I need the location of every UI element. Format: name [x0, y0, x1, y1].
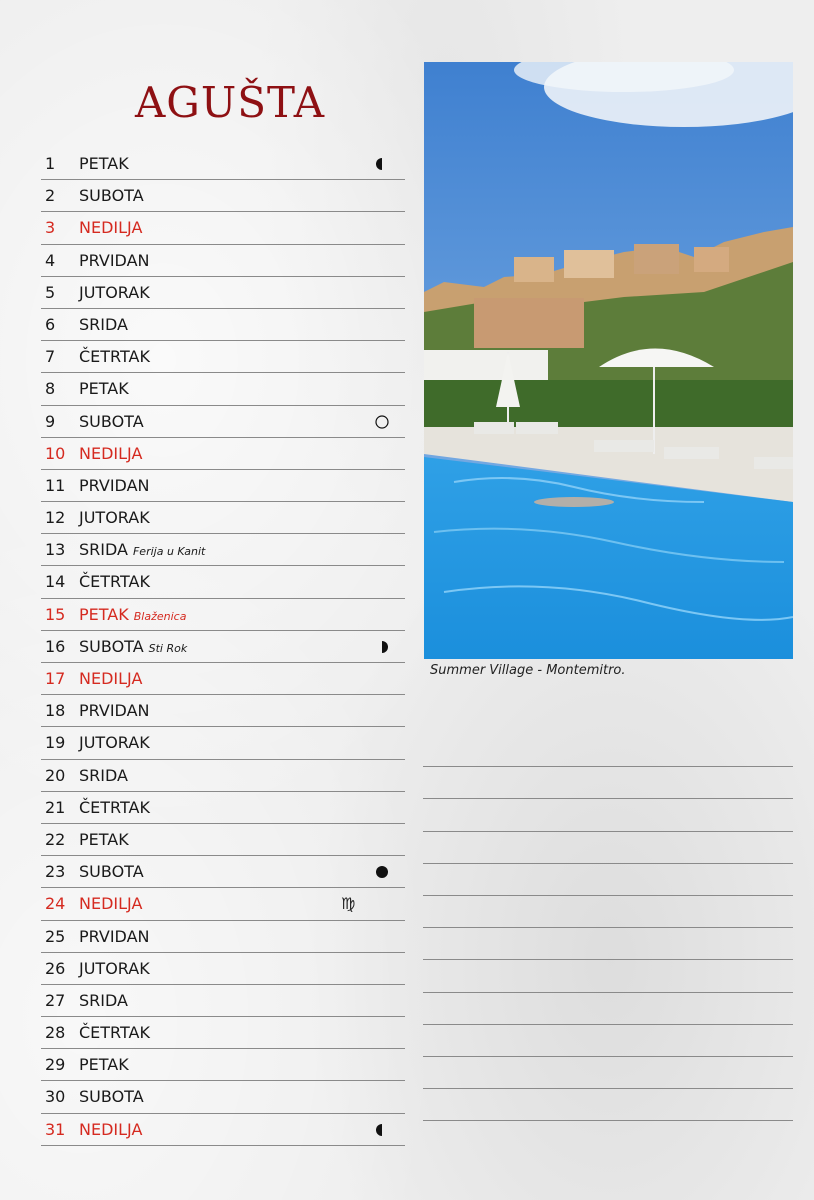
note-line [423, 864, 793, 896]
day-row [41, 534, 405, 566]
note-line [423, 993, 793, 1025]
day-number: 10 [45, 443, 66, 463]
day-name [79, 540, 205, 559]
day-name [79, 283, 150, 302]
day-number: 14 [45, 572, 66, 592]
note-line [423, 928, 793, 960]
day-row [41, 180, 405, 212]
day-name [79, 444, 142, 463]
day-name [79, 508, 150, 527]
day-name-text: PRVIDAN [79, 475, 150, 495]
day-name-text: NEDILJA [79, 894, 143, 914]
day-number: 30 [45, 1087, 66, 1107]
day-row [41, 373, 405, 405]
day-name-text: SRIDA [79, 765, 128, 785]
day-number: 1 [45, 154, 56, 173]
day-number: 17 [45, 669, 66, 688]
day-name-text: ČETRTAK [79, 1023, 150, 1043]
day-row [41, 277, 405, 309]
holiday-photo [424, 62, 793, 659]
day-name [79, 251, 150, 270]
day-name-text: PETAK [79, 379, 129, 399]
new-moon-icon [375, 865, 389, 879]
day-name [79, 894, 142, 913]
day-name-text: PRVIDAN [79, 250, 150, 270]
day-number: 18 [45, 701, 66, 721]
note-line [423, 735, 793, 767]
day-name-text: PRVIDAN [79, 701, 150, 721]
day-row [41, 888, 405, 920]
day-row [41, 921, 405, 953]
day-row [41, 599, 405, 631]
day-row [41, 760, 405, 792]
day-number: 26 [45, 958, 66, 978]
note-line [423, 1089, 793, 1121]
day-name-text: SRIDA [79, 540, 128, 560]
last-quarter-moon-icon [375, 640, 389, 654]
day-number: 19 [45, 733, 66, 753]
day-name [79, 701, 150, 720]
day-row [41, 406, 405, 438]
day-name [79, 637, 187, 656]
day-number: 8 [45, 379, 56, 399]
day-number: 6 [45, 314, 56, 334]
day-name [79, 862, 144, 881]
day-row [41, 438, 405, 470]
day-name [79, 476, 150, 495]
day-row [41, 470, 405, 502]
day-note: Sti Rok [148, 641, 188, 655]
day-row [41, 663, 405, 695]
day-name-text: NEDILJA [79, 669, 143, 688]
note-line [423, 1025, 793, 1057]
note-line [423, 1057, 793, 1089]
day-name-text: ČETRTAK [79, 797, 150, 817]
day-list [41, 148, 405, 1146]
day-row [41, 824, 405, 856]
day-number: 27 [45, 990, 66, 1010]
day-name [79, 669, 142, 688]
full-moon-icon [375, 415, 389, 429]
day-name-text: SRIDA [79, 314, 128, 334]
day-name [79, 959, 150, 978]
day-name [79, 1120, 142, 1139]
day-name [79, 1087, 144, 1106]
day-name [79, 218, 142, 237]
day-row [41, 1017, 405, 1049]
day-name [79, 830, 129, 849]
note-line [423, 799, 793, 831]
day-number: 16 [45, 636, 66, 656]
note-line [423, 896, 793, 928]
day-number: 24 [45, 894, 66, 914]
day-number: 15 [45, 604, 66, 624]
day-number: 13 [45, 540, 66, 560]
virgo-zodiac-icon: ♍ [341, 894, 356, 914]
day-name-text: NEDILJA [79, 218, 143, 238]
day-number: 28 [45, 1023, 66, 1043]
note-line [423, 960, 793, 992]
day-name [79, 347, 150, 366]
day-name [79, 927, 150, 946]
day-number: 5 [45, 282, 56, 302]
day-row [41, 953, 405, 985]
day-row [41, 1081, 405, 1113]
day-row [41, 212, 405, 244]
day-row [41, 1049, 405, 1081]
day-number: 2 [45, 186, 56, 206]
day-name-text: JUTORAK [79, 508, 150, 528]
day-name-text: JUTORAK [79, 958, 150, 978]
day-row [41, 695, 405, 727]
day-row [41, 148, 405, 180]
day-name-text: NEDILJA [79, 1119, 143, 1139]
day-name-text: SUBOTA [79, 862, 144, 882]
day-number: 20 [45, 765, 66, 785]
note-line [423, 767, 793, 799]
notes-lines [423, 735, 793, 1121]
day-name-text: PETAK [79, 604, 129, 624]
day-row [41, 309, 405, 341]
day-name-text: SUBOTA [79, 1087, 144, 1107]
day-name [79, 315, 128, 334]
day-note: Ferija u Kanit [132, 545, 206, 559]
day-name-text: JUTORAK [79, 733, 150, 753]
day-number: 22 [45, 829, 66, 849]
day-row [41, 856, 405, 888]
day-row [41, 341, 405, 373]
day-row [41, 985, 405, 1017]
day-row [41, 502, 405, 534]
day-name-text: SUBOTA [79, 186, 144, 206]
day-row [41, 792, 405, 824]
day-row [41, 566, 405, 598]
day-number: 29 [45, 1055, 66, 1075]
day-number: 7 [45, 347, 56, 367]
day-name [79, 733, 150, 752]
day-name [79, 1055, 129, 1074]
day-number: 12 [45, 508, 66, 528]
day-name-text: ČETRTAK [79, 572, 150, 592]
day-number: 21 [45, 797, 66, 817]
first-quarter-moon-icon [375, 1123, 389, 1137]
day-number: 31 [45, 1119, 66, 1139]
day-name [79, 798, 150, 817]
day-name [79, 186, 144, 205]
day-name-text: SUBOTA [79, 636, 144, 656]
day-name-text: PETAK [79, 829, 129, 849]
month-title: AGUŠTA [134, 78, 326, 127]
day-name-text: NEDILJA [79, 443, 143, 463]
day-name-text: SRIDA [79, 990, 128, 1010]
day-note: Blaženica [133, 609, 187, 623]
day-name-text: ČETRTAK [79, 347, 150, 367]
day-name-text: PRVIDAN [79, 926, 150, 946]
day-row [41, 1114, 405, 1146]
day-number: 23 [45, 862, 66, 882]
day-name [79, 605, 186, 624]
note-line [423, 832, 793, 864]
day-row [41, 727, 405, 759]
day-name [79, 379, 129, 398]
day-name-text: PETAK [79, 1055, 129, 1075]
day-name [79, 154, 129, 173]
day-name-text: JUTORAK [79, 282, 150, 302]
day-name [79, 412, 144, 431]
day-name [79, 991, 128, 1010]
day-row [41, 631, 405, 663]
day-number: 4 [45, 250, 56, 270]
day-number: 11 [45, 475, 66, 495]
day-name [79, 572, 150, 591]
day-row [41, 245, 405, 277]
photo-caption: Summer Village - Montemitro. [430, 663, 626, 678]
first-quarter-moon-icon [375, 157, 389, 171]
day-name-text: PETAK [79, 154, 129, 173]
day-number: 3 [45, 218, 56, 238]
day-number: 25 [45, 926, 66, 946]
day-name-text: SUBOTA [79, 411, 144, 431]
day-number: 9 [45, 411, 56, 431]
day-name [79, 766, 128, 785]
day-name [79, 1023, 150, 1042]
